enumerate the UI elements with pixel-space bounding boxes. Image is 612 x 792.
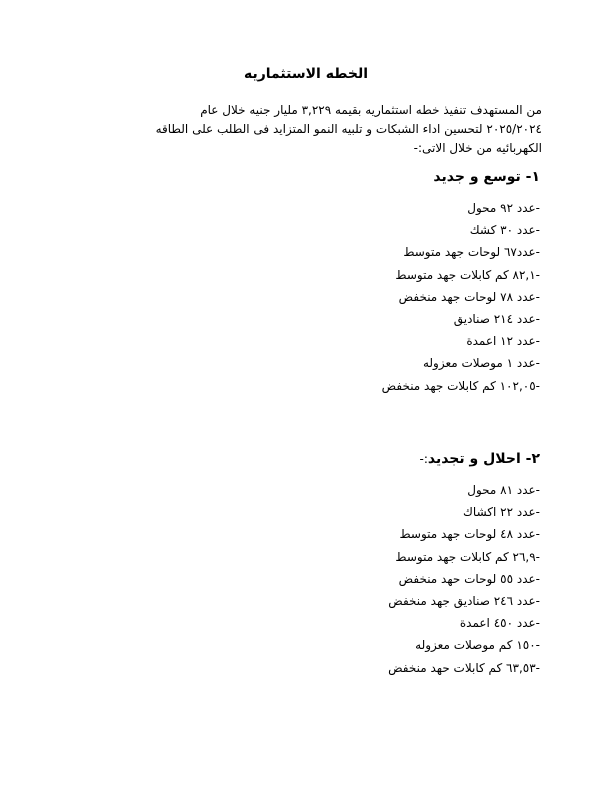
list-item: -عدد ٤٨ لوحات جهد متوسط [399,527,540,542]
list-item: -عدد ٣٠ كشك [469,223,540,238]
list-item: -عدد ١٢ اعمدة [466,334,540,349]
list-item: -عدد ٢٤٦ صناديق جهد منخفض [388,594,540,609]
list-item: -عدد ٨١ محول [467,483,540,497]
list-item: -٦٣,٥٣ كم كابلات حهد منخفض [388,660,540,675]
list-item: -عدد ٩٢ محول [467,201,540,215]
intro-line: ٢٠٢٥/٢٠٢٤ لتحسين اداء الشبكات و تلبيه النمو المتزايد فى الطلب على الطاقه [155,122,542,136]
section-heading-text: ١- توسع و جديد [433,169,540,185]
intro-paragraph [72,101,542,158]
list-item: -عدد ٤٥٠ اعمدة [459,616,540,631]
list-item: -عدد ٢٢ اكشاك [463,505,540,520]
section-heading-expansion [433,169,540,185]
list-item: -٨٢,١ كم كابلات جهد متوسط [395,267,540,282]
document-title: الخطه الاستثماريه [243,66,369,82]
list-item: -١٠٢,٠٥ كم كابلات جهد منخفض [381,378,540,393]
intro-line: الكهربائيه من خلال الاتى:- [413,141,542,155]
list-item: -عدد ٧٨ لوحات جهد منخفض [398,289,540,304]
intro-line: من المستهدف تنفيذ خطه استثماريه بقيمه ٣,٢٢٩ مليار جنيه خلال عام [200,103,542,117]
list-item: -١٥٠ كم موصلات معزوله [415,638,540,653]
section-heading-replacement [420,451,541,467]
list-item: -عدد ٥٥ لوحات حهد منخفض [398,571,540,586]
section-heading-text: ٢- احلال و تجديد [427,451,540,467]
section-heading-suffix: :- [419,452,428,466]
expansion-items-list [382,197,540,397]
list-item: -٢٦,٩ كم كابلات جهد متوسط [395,549,540,564]
replacement-items-list [388,479,540,679]
list-item: -عدد ١ موصلات معزوله [422,356,540,371]
list-item: -عدد ٢١٤ صناديق [453,312,540,327]
list-item: -عدد٦٧ لوحات جهد متوسط [403,245,540,260]
